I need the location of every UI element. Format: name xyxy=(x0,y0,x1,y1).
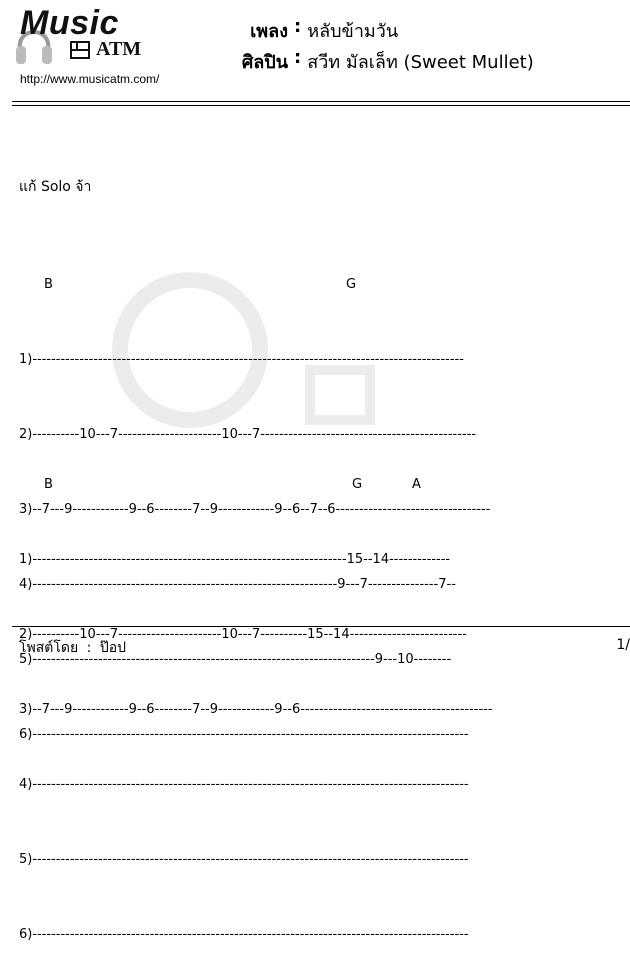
song-artist: สวีท มัลเล็ท (Sweet Mullet) xyxy=(307,52,534,73)
site-logo[interactable] xyxy=(14,4,214,92)
tab-line: 3)--7---9------------9--6--------7--9------------9--6--7--6--------------------------------- xyxy=(19,502,491,517)
tab-line: 2)----------10---7----------------------10---7----------15--14------------------------- xyxy=(19,627,467,642)
chord-label: B xyxy=(44,477,53,492)
song-artist-label: ศิลปิน xyxy=(241,52,288,73)
tab-line: 1)-------------------------------------------------------------------------------------------- xyxy=(19,352,464,367)
site-url[interactable]: http://www.musicatm.com/ xyxy=(20,72,160,86)
chord-label: A xyxy=(412,477,421,492)
song-artist-row xyxy=(232,47,534,76)
song-title-row xyxy=(232,16,398,45)
song-title: หลับข้ามวัน xyxy=(307,21,399,42)
song-title-separator: : xyxy=(294,16,302,37)
logo-atm-label: ATM xyxy=(96,38,142,60)
header-divider xyxy=(12,101,630,102)
posted-by-name: ป๊อป xyxy=(99,640,127,656)
logo-music-text: Music xyxy=(20,4,119,42)
footer-divider xyxy=(12,626,630,627)
tab-line: 4)-----------------------------------------------------------------9---7---------------7-- xyxy=(19,577,456,592)
tab-line: 3)--7---9------------9--6--------7--9------------9--6----------------------------------------- xyxy=(19,702,493,717)
page-number: 1/ xyxy=(616,637,630,653)
tab-line: 5)-------------------------------------------------------------------------9---10-------- xyxy=(19,652,452,667)
tab-line: 5)--------------------------------------------------------------------------------------------- xyxy=(19,852,469,867)
tab-line: 6)--------------------------------------------------------------------------------------------- xyxy=(19,727,469,742)
chord-row xyxy=(19,272,490,297)
posted-by xyxy=(19,637,126,659)
tab-line: 4)--------------------------------------------------------------------------------------------- xyxy=(19,777,469,792)
posted-by-label: โพสต์โดย xyxy=(19,640,79,656)
atm-mark-icon xyxy=(70,41,90,59)
tab-line: 2)----------10---7----------------------10---7---------------------------------------------- xyxy=(19,427,477,442)
song-title-label: เพลง xyxy=(250,21,288,42)
tab-line: 1)-------------------------------------------------------------------15--14------------- xyxy=(19,552,451,567)
tab-line: 6)--------------------------------------------------------------------------------------------- xyxy=(19,927,469,942)
chord-label: G xyxy=(346,277,357,292)
posted-by-separator: : xyxy=(86,640,92,656)
logo-atm-text xyxy=(70,38,141,61)
tab-block-2 xyxy=(19,422,493,972)
chord-label: B xyxy=(44,277,53,292)
intro-text: แก้ Solo จ้า xyxy=(19,179,92,195)
song-artist-separator: : xyxy=(294,47,302,68)
chord-label: G xyxy=(352,477,363,492)
header-divider-thin xyxy=(12,105,630,106)
chord-row xyxy=(19,472,493,497)
